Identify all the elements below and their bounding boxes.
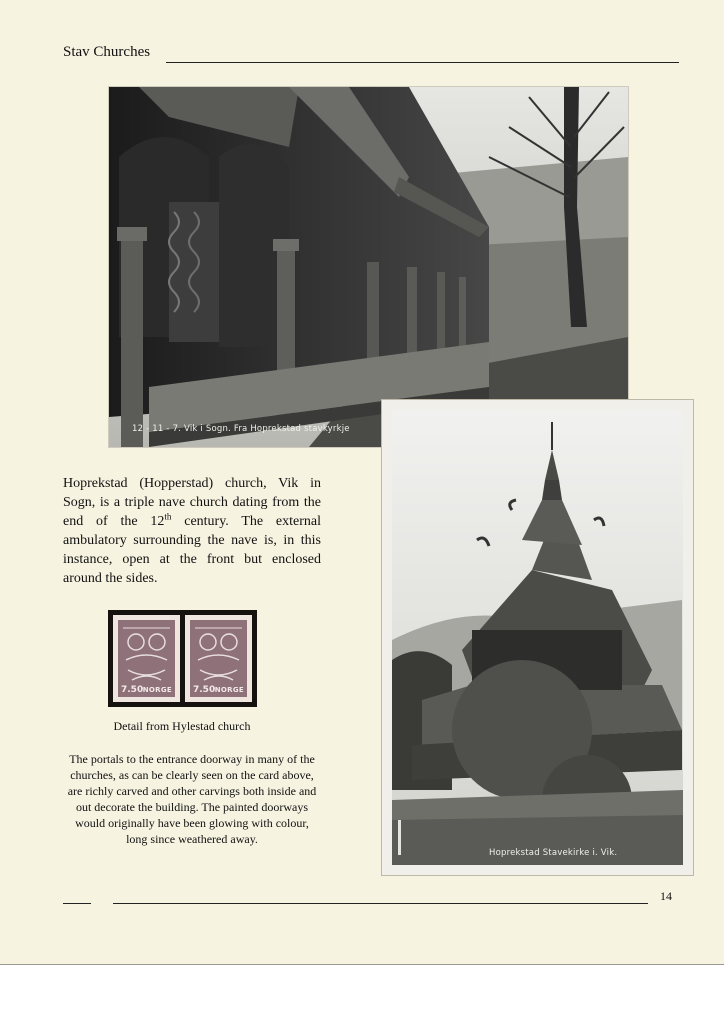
footer-rule — [113, 903, 648, 904]
page-title: Stav Churches — [63, 44, 151, 60]
ordinal-suffix: th — [164, 511, 172, 522]
church-photo — [382, 400, 693, 875]
stamp-left-face — [118, 620, 175, 697]
header-rule — [166, 62, 679, 63]
stamp-left-country: NORGE — [142, 686, 172, 694]
stamp-right-country: NORGE — [214, 686, 244, 694]
stamp-pair — [108, 610, 257, 707]
portal-description: The portals to the entrance doorway in many of the churches, as can be clearly seen on the card above, are richly carved and other carvings both inside and out decorate the building. The painted doorways would originally have been glowing with colour, long since weathered away. — [67, 752, 317, 846]
stamp-caption: Detail from Hylestad church — [113, 719, 251, 733]
porch-photo-image — [109, 87, 628, 447]
porch-photo-caption: 12 - 11 - 7. Vik i Sogn. Fra Hoprekstad stavkyrkje — [132, 424, 350, 434]
footer-short-rule — [63, 903, 91, 904]
stamp-left — [113, 615, 180, 702]
porch-photo — [109, 87, 628, 447]
stamp-right — [185, 615, 252, 702]
stamp-right-face — [190, 620, 247, 697]
church-description-part2: century. The external ambulatory surrounding the nave is, in this instance, open at the front but enclosed around the sides. — [63, 514, 322, 586]
church-description — [63, 474, 321, 588]
stamp-right-value: 7.50 — [193, 685, 216, 695]
page-number: 14 — [660, 889, 672, 903]
stamp-left-value: 7.50 — [121, 685, 144, 695]
church-photo-caption: Hoprekstad Stavekirke i. Vik. — [489, 848, 618, 858]
church-description-part1: Hoprekstad (Hopperstad) church, Vik in Sogn, is a triple nave church dating from the end of the 12 — [63, 476, 321, 529]
church-photo-image — [382, 400, 693, 875]
